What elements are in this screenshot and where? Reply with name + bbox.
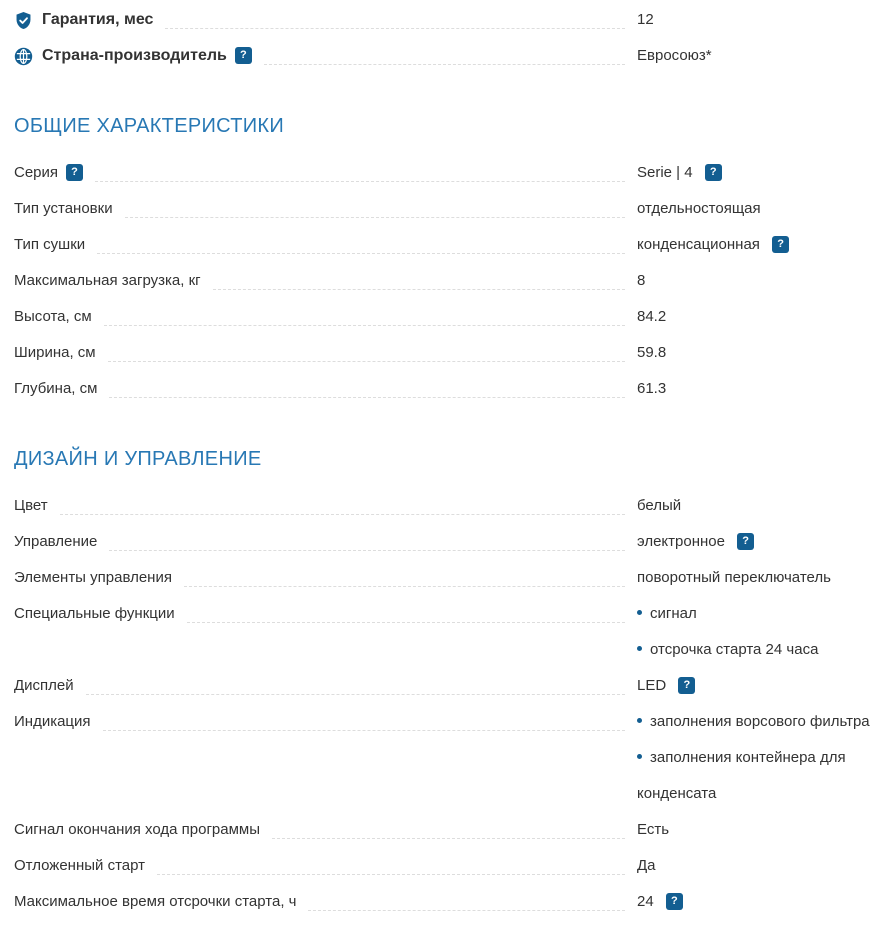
spec-label-text: Максимальная загрузка, кг (14, 272, 201, 289)
spec-label (14, 2, 153, 38)
spec-label (14, 191, 113, 227)
spec-value (637, 155, 890, 191)
spec-label-text: Управление (14, 533, 98, 550)
spec-value (637, 2, 890, 38)
spec-value (637, 335, 890, 371)
spec-value (637, 191, 890, 227)
spec-label (14, 227, 85, 263)
globe-icon (14, 47, 33, 66)
spec-row-drying-type (14, 227, 890, 263)
spec-label-text: Максимальное время отсрочки старта, ч (14, 893, 297, 910)
spec-value-text: LED (637, 677, 667, 694)
spec-row-country (14, 38, 890, 74)
value-list-item-text: конденсата (637, 785, 717, 802)
spec-value-text: 59.8 (637, 344, 667, 361)
value-list-item (637, 596, 890, 632)
dotted-leader (103, 704, 625, 731)
dotted-leader (125, 191, 625, 218)
help-badge[interactable]: ? (737, 533, 754, 550)
spec-label-text: Дисплей (14, 677, 74, 694)
value-list-item (637, 632, 890, 668)
spec-label-text: Тип сушки (14, 236, 86, 253)
dotted-leader (308, 884, 625, 911)
dotted-leader (97, 227, 625, 254)
dotted-leader (108, 335, 625, 362)
spec-value (637, 704, 890, 812)
spec-value (637, 227, 890, 263)
spec-value (637, 38, 890, 74)
value-list-item (637, 704, 890, 740)
help-badge[interactable]: ? (705, 164, 722, 181)
spec-label (14, 596, 175, 632)
spec-value (637, 668, 890, 704)
spec-label (14, 524, 97, 560)
spec-row-depth (14, 371, 890, 407)
value-list-item-text: сигнал (650, 605, 697, 622)
bullet-icon (637, 610, 642, 615)
spec-value (637, 560, 890, 596)
spec-row-end-signal (14, 812, 890, 848)
spec-label-text: Гарантия, мес (42, 11, 154, 28)
spec-value-text: Serie | 4 (637, 164, 693, 181)
help-badge[interactable]: ? (66, 164, 83, 181)
dotted-leader (272, 812, 625, 839)
spec-value-text: Евросоюз* (637, 47, 712, 64)
spec-label (14, 812, 260, 848)
spec-value-text: Да (637, 857, 656, 874)
spec-label-text: Сигнал окончания хода программы (14, 821, 261, 838)
dotted-leader (95, 155, 625, 182)
spec-value (637, 596, 890, 668)
dotted-leader (184, 560, 625, 587)
spec-label-text: Индикация (14, 713, 91, 730)
bullet-icon (637, 754, 642, 759)
spec-value-text: 24 (637, 893, 654, 910)
spec-row-height (14, 299, 890, 335)
dotted-leader (104, 299, 625, 326)
spec-label (14, 155, 83, 191)
spec-row-color (14, 488, 890, 524)
help-badge[interactable]: ? (235, 47, 252, 64)
spec-value-text: 84.2 (637, 308, 667, 325)
spec-label-text: Высота, см (14, 308, 92, 325)
spec-label (14, 335, 96, 371)
spec-value (637, 263, 890, 299)
dotted-leader (213, 263, 625, 290)
spec-label (14, 884, 296, 920)
dotted-leader (264, 38, 625, 65)
spec-value (637, 812, 890, 848)
section-title-design: ДИЗАЙН И УПРАВЛЕНИЕ (14, 448, 262, 470)
spec-row-control-elements (14, 560, 890, 596)
spec-row-special-functions (14, 596, 890, 668)
spec-row-max-delay-time (14, 884, 890, 920)
spec-label-text: Элементы управления (14, 569, 172, 586)
bullet-icon (637, 718, 642, 723)
spec-value-text: поворотный переключатель (637, 569, 831, 586)
spec-row-display (14, 668, 890, 704)
spec-value (637, 371, 890, 407)
spec-value (637, 488, 890, 524)
spec-label (14, 560, 172, 596)
spec-label (14, 38, 252, 74)
spec-row-indication (14, 704, 890, 812)
spec-label (14, 704, 91, 740)
spec-value (637, 884, 890, 920)
bullet-icon (637, 646, 642, 651)
spec-label-text: Отложенный старт (14, 857, 146, 874)
spec-row-installation-type (14, 191, 890, 227)
value-list-item (637, 740, 890, 776)
spec-value-text: отдельностоящая (637, 200, 761, 217)
spec-label (14, 263, 201, 299)
spec-row-control (14, 524, 890, 560)
spec-label-text: Страна-производитель (42, 47, 227, 64)
spec-label-text: Глубина, см (14, 380, 98, 397)
spec-value (637, 848, 890, 884)
spec-row-series (14, 155, 890, 191)
spec-label (14, 668, 74, 704)
spec-value-text: 8 (637, 272, 646, 289)
value-list-item-text: заполнения ворсового фильтра (650, 713, 870, 730)
spec-value-text: 61.3 (637, 380, 667, 397)
spec-label-text: Серия (14, 164, 59, 181)
dotted-leader (157, 848, 625, 875)
spec-value-text: 12 (637, 11, 654, 28)
dotted-leader (165, 2, 625, 29)
spec-label-text: Специальные функции (14, 605, 175, 622)
shield-check-icon (14, 11, 33, 30)
value-list-item-continuation (637, 776, 890, 812)
value-list-item-text: заполнения контейнера для (650, 749, 846, 766)
spec-label (14, 848, 145, 884)
spec-row-warranty (14, 2, 890, 38)
spec-row-delayed-start (14, 848, 890, 884)
spec-value-text: электронное (637, 533, 725, 550)
spec-label (14, 371, 97, 407)
section-title-general: ОБЩИЕ ХАРАКТЕРИСТИКИ (14, 115, 285, 137)
spec-value (637, 524, 890, 560)
spec-label (14, 488, 48, 524)
spec-label (14, 299, 92, 335)
spec-label-text: Цвет (14, 497, 48, 514)
spec-value-text: конденсационная (637, 236, 760, 253)
help-badge[interactable]: ? (678, 677, 695, 694)
spec-value (637, 299, 890, 335)
dotted-leader (109, 371, 625, 398)
value-list-item-text: отсрочка старта 24 часа (650, 641, 819, 658)
spec-value-text: Есть (637, 821, 670, 838)
spec-row-max-load (14, 263, 890, 299)
dotted-leader (109, 524, 625, 551)
help-badge[interactable]: ? (772, 236, 789, 253)
dotted-leader (60, 488, 625, 515)
spec-value-text: белый (637, 497, 682, 514)
dotted-leader (86, 668, 625, 695)
dotted-leader (187, 596, 625, 623)
spec-row-width (14, 335, 890, 371)
spec-label-text: Ширина, см (14, 344, 96, 361)
help-badge[interactable]: ? (666, 893, 683, 910)
spec-label-text: Тип установки (14, 200, 113, 217)
